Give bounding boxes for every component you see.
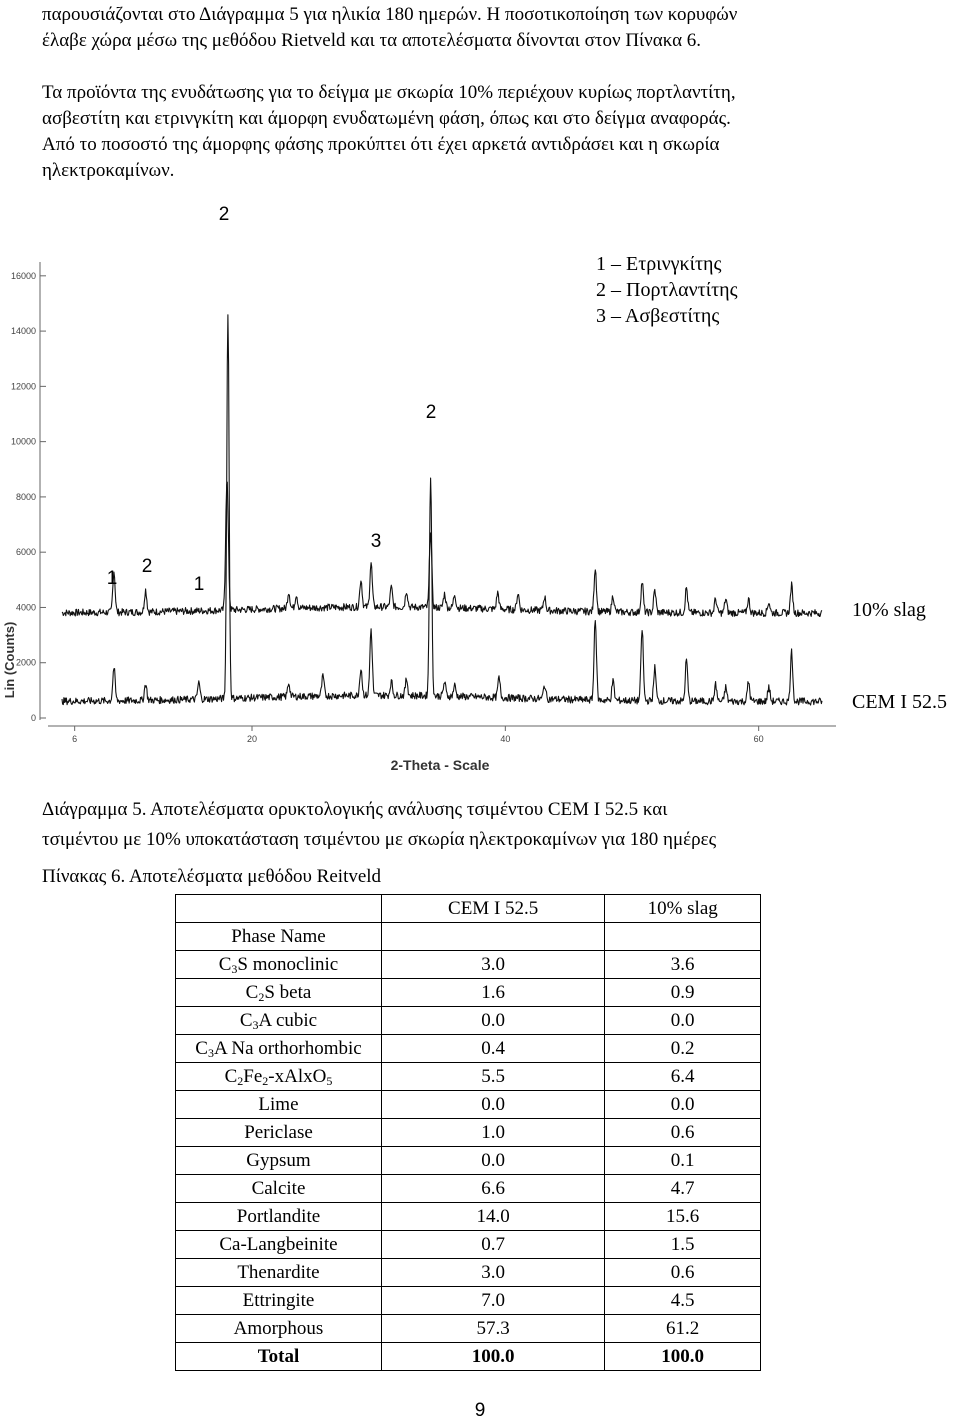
table-title: Πίνακας 6. Αποτελέσματα μεθόδου Reitveld [42,866,382,887]
formula-text: Fe [243,1066,263,1087]
peak-annotation: 1 [193,574,205,595]
value-cell: 0.0 [605,1091,761,1119]
value-cell: 0.0 [381,1007,604,1035]
value-cell: 6.6 [381,1175,604,1203]
series-label: CEM I 52.5 [852,691,947,713]
x-tick-label: 20 [246,734,258,744]
peak-annotation: 1 [106,568,118,589]
value-cell: 6.4 [605,1063,761,1091]
series-label: 10% slag [852,599,926,621]
y-tick-label: 2000 [15,657,36,668]
value-cell: 4.7 [605,1175,761,1203]
subscript: 2 [237,1074,244,1088]
formula-text: C [239,1010,253,1031]
value-cell: 0.9 [605,979,761,1007]
table-row [176,1035,761,1063]
value-cell: 5.5 [381,1063,604,1091]
value-cell: 1.6 [381,979,604,1007]
y-tick-label: 14000 [10,326,36,337]
legend-item: 1 – Ετρινγκίτης [596,253,722,275]
series-group [62,315,822,705]
value-cell: 1.5 [605,1231,761,1259]
table-row [176,1259,761,1287]
phase-name-cell: Gypsum [176,1147,382,1175]
subscript: 3 [252,1018,259,1032]
value-cell: 0.7 [381,1231,604,1259]
formula-text: A Na orthorhombic [213,1038,362,1059]
y-tick-label: 8000 [15,491,36,502]
peak-annotation: 3 [370,531,382,552]
value-cell: 57.3 [381,1315,604,1343]
phase-name-cell: Thenardite [176,1259,382,1287]
formula-text: A cubic [258,1010,318,1031]
y-tick-label: 16000 [10,270,36,281]
formula-text: C [224,1066,238,1087]
formula-text: -xAlxO [268,1066,327,1087]
phase-name-cell: Ca-Langbeinite [176,1231,382,1259]
value-cell: 61.2 [605,1315,761,1343]
rietveld-table [175,894,761,1371]
value-cell: 3.0 [381,1259,604,1287]
table-header-cell [381,923,604,951]
subscript: 3 [231,962,238,976]
phase-name-cell [176,1007,382,1035]
table-row [176,1175,761,1203]
table-row [176,1063,761,1091]
caption-line: Διάγραμμα 5. Αποτελέσματα ορυκτολογικής ανάλυσης τσιμέντου CEM I 52.5 και [42,799,668,820]
table-header-row [176,895,761,923]
peak-annotation: 2 [141,556,153,577]
value-cell: 0.4 [381,1035,604,1063]
total-label-cell: Total [176,1343,382,1371]
table-row [176,1231,761,1259]
text-line: Τα προϊόντα της ενυδάτωσης για το δείγμα με σκωρία 10% περιέχουν κυρίως πορτλαντίτη, [42,82,736,103]
value-cell: 3.0 [381,951,604,979]
phase-name-cell [176,1063,382,1091]
peak-annotation: 2 [425,402,437,423]
table-header-cell: 10% slag [605,895,761,923]
series-line-cem-i [62,315,822,705]
page-number: 9 [474,1400,486,1421]
total-value-cell: 100.0 [605,1343,761,1371]
y-axis-label: Lin (Counts) [2,621,17,699]
value-cell: 0.0 [381,1091,604,1119]
figure-caption [42,795,922,855]
table-row [176,1315,761,1343]
body-paragraph [42,80,922,184]
table-header-cell [176,895,382,923]
intro-paragraph [42,2,922,54]
x-tick-label: 6 [72,734,78,744]
phase-name-cell: Lime [176,1091,382,1119]
phase-name-cell [176,979,382,1007]
value-cell: 0.2 [605,1035,761,1063]
subscript: 2 [258,990,265,1004]
legend-item: 3 – Ασβεστίτης [596,305,720,327]
phase-name-cell: Periclase [176,1119,382,1147]
y-tick-label: 0 [30,713,36,723]
value-cell: 7.0 [381,1287,604,1315]
phase-name-cell [176,1035,382,1063]
formula-text: S monoclinic [237,954,339,975]
value-cell: 0.1 [605,1147,761,1175]
table-row [176,951,761,979]
subscript: 3 [207,1046,214,1060]
phase-name-cell: Portlandite [176,1203,382,1231]
y-tick-label: 6000 [15,547,36,558]
table-header-cell: Phase Name [176,923,382,951]
total-value-cell: 100.0 [381,1343,604,1371]
subscript: 2 [262,1074,269,1088]
xrd-diagram [0,190,960,780]
table-header-cell [605,923,761,951]
phase-name-cell: Calcite [176,1175,382,1203]
value-cell: 0.0 [605,1007,761,1035]
table-row [176,1091,761,1119]
caption-line: τσιμέντου με 10% υποκατάσταση τσιμέντου με σκωρία ηλεκτροκαμίνων για 180 ημέρες [42,829,717,850]
table-row [176,1287,761,1315]
table-row [176,1203,761,1231]
value-cell: 0.0 [381,1147,604,1175]
table-header-cell: CEM I 52.5 [381,895,604,923]
formula-text: C [245,982,259,1003]
value-cell: 14.0 [381,1203,604,1231]
x-tick-label: 60 [753,734,764,744]
x-axis [48,726,836,744]
value-cell: 0.6 [605,1119,761,1147]
value-cell: 15.6 [605,1203,761,1231]
text-line: ηλεκτροκαμίνων. [42,160,175,181]
x-axis-label: 2-Theta - Scale [390,757,490,773]
text-line: έλαβε χώρα μέσω της μεθόδου Rietveld και τα αποτελέσματα δίνονται στον Πίνακα 6. [42,30,702,51]
table-row [176,1007,761,1035]
table-row [176,979,761,1007]
table-total-row [176,1343,761,1371]
y-tick-label: 4000 [15,602,36,613]
formula-text: S beta [264,982,312,1003]
legend-item: 2 – Πορτλαντίτης [596,279,738,301]
value-cell: 3.6 [605,951,761,979]
formula-text: C [195,1038,208,1059]
value-cell: 0.6 [605,1259,761,1287]
text-line: Από το ποσοστό της άμορφης φάσης προκύπτει ότι έχει αρκετά αντιδράσει και η σκωρία [42,134,720,155]
series-line-10-slag [62,482,822,616]
value-cell: 1.0 [381,1119,604,1147]
phase-name-cell: Ettringite [176,1287,382,1315]
table-row [176,1147,761,1175]
subscript: 5 [326,1074,333,1088]
text-line: παρουσιάζονται στο Διάγραμμα 5 για ηλικία 180 ημερών. Η ποσοτικοποίηση των κορυφών [42,4,738,25]
value-cell: 4.5 [605,1287,761,1315]
phase-name-cell [176,951,382,979]
peak-annotation: 2 [218,204,230,225]
text-line: ασβεστίτη και ετρινγκίτη και άμορφη ενυδατωμένη φάση, όπως και στο δείγμα αναφοράς. [42,108,731,129]
y-tick-label: 10000 [10,436,36,447]
formula-text: C [218,954,232,975]
table-subheader-row [176,923,761,951]
table-row [176,1119,761,1147]
phase-name-cell: Amorphous [176,1315,382,1343]
x-tick-label: 40 [500,734,511,744]
y-tick-label: 12000 [10,381,36,392]
